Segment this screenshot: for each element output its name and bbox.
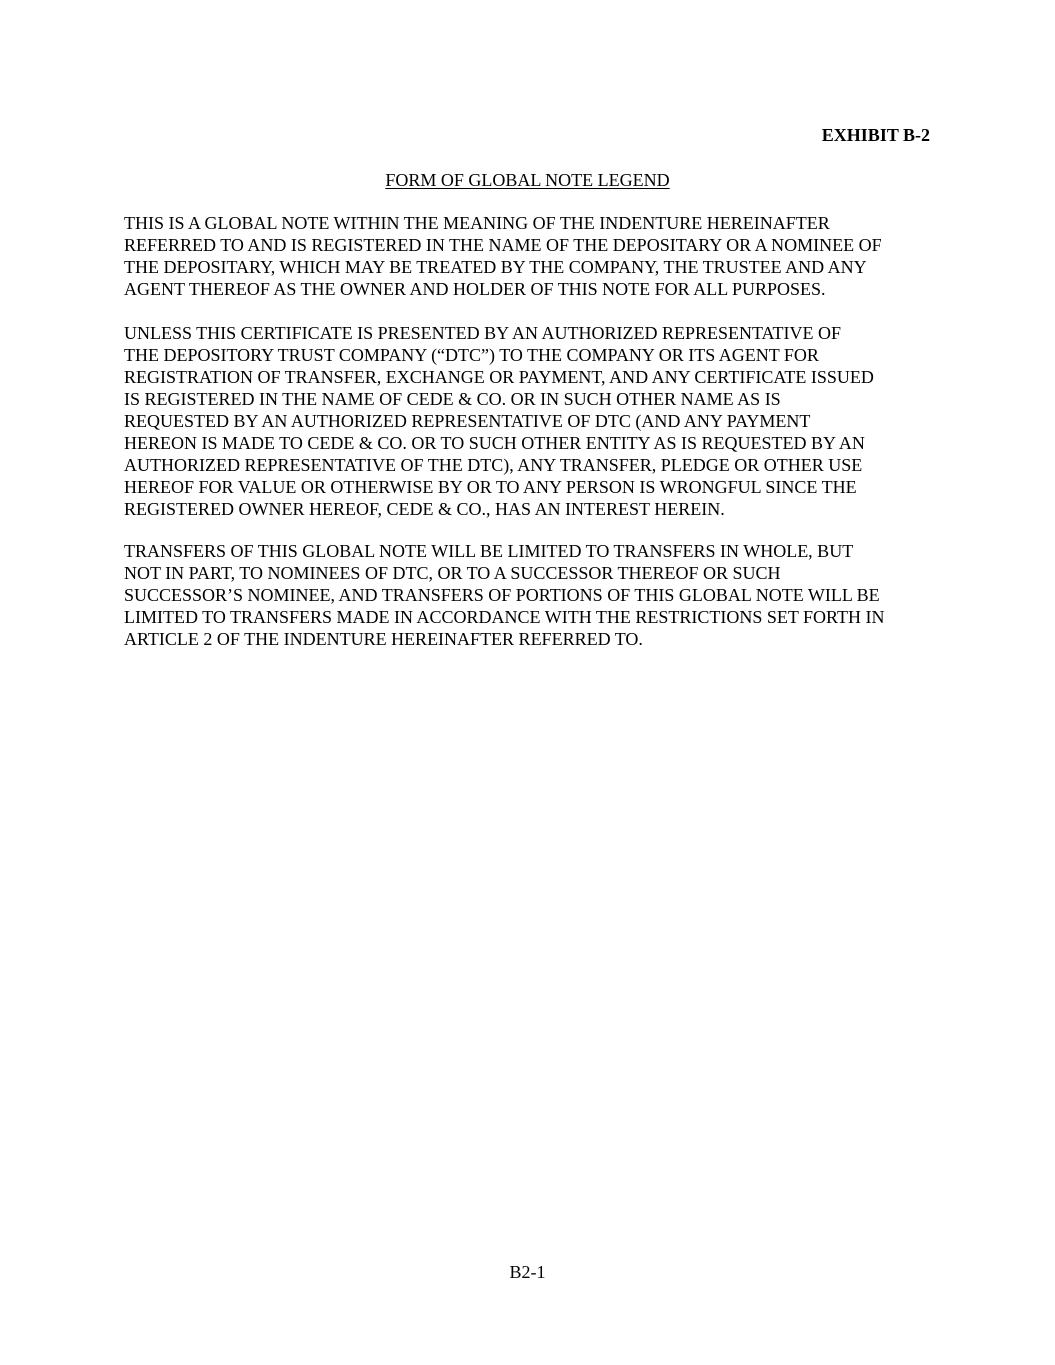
paragraph-line: SUCCESSOR’S NOMINEE, AND TRANSFERS OF PORTIONS OF THIS GLOBAL NOTE WILL BE	[124, 585, 880, 605]
paragraph-dtc-legend	[124, 322, 944, 520]
paragraph-line: LIMITED TO TRANSFERS MADE IN ACCORDANCE WITH THE RESTRICTIONS SET FORTH IN	[124, 607, 885, 627]
paragraph-line: NOT IN PART, TO NOMINEES OF DTC, OR TO A SUCCESSOR THEREOF OR SUCH	[124, 563, 781, 583]
paragraph-line: THE DEPOSITORY TRUST COMPANY (“DTC”) TO THE COMPANY OR ITS AGENT FOR	[124, 345, 819, 365]
paragraph-line: AGENT THEREOF AS THE OWNER AND HOLDER OF THIS NOTE FOR ALL PURPOSES.	[124, 279, 826, 299]
paragraph-line: IS REGISTERED IN THE NAME OF CEDE & CO. OR IN SUCH OTHER NAME AS IS	[124, 389, 781, 409]
paragraph-line: HEREON IS MADE TO CEDE & CO. OR TO SUCH OTHER ENTITY AS IS REQUESTED BY AN	[124, 433, 865, 453]
paragraph-global-note-definition	[124, 212, 944, 300]
document-title: FORM OF GLOBAL NOTE LEGEND	[385, 170, 670, 190]
paragraph-line: HEREOF FOR VALUE OR OTHERWISE BY OR TO ANY PERSON IS WRONGFUL SINCE THE	[124, 477, 857, 497]
paragraph-line: TRANSFERS OF THIS GLOBAL NOTE WILL BE LIMITED TO TRANSFERS IN WHOLE, BUT	[124, 541, 854, 561]
paragraph-line: UNLESS THIS CERTIFICATE IS PRESENTED BY AN AUTHORIZED REPRESENTATIVE OF	[124, 323, 842, 343]
paragraph-line: REQUESTED BY AN AUTHORIZED REPRESENTATIVE OF DTC (AND ANY PAYMENT	[124, 411, 811, 431]
paragraph-line: REGISTERED OWNER HEREOF, CEDE & CO., HAS AN INTEREST HEREIN.	[124, 499, 725, 519]
paragraph-line: AUTHORIZED REPRESENTATIVE OF THE DTC), ANY TRANSFER, PLEDGE OR OTHER USE	[124, 455, 863, 475]
paragraph-line: THE DEPOSITARY, WHICH MAY BE TREATED BY THE COMPANY, THE TRUSTEE AND ANY	[124, 257, 867, 277]
paragraph-line: REFERRED TO AND IS REGISTERED IN THE NAME OF THE DEPOSITARY OR A NOMINEE OF	[124, 235, 882, 255]
paragraph-line: REGISTRATION OF TRANSFER, EXCHANGE OR PAYMENT, AND ANY CERTIFICATE ISSUED	[124, 367, 874, 387]
paragraph-transfer-restrictions	[124, 540, 944, 650]
page-number: B2-1	[509, 1262, 546, 1282]
paragraph-line: THIS IS A GLOBAL NOTE WITHIN THE MEANING OF THE INDENTURE HEREINAFTER	[124, 213, 830, 233]
paragraph-line: ARTICLE 2 OF THE INDENTURE HEREINAFTER REFERRED TO.	[124, 629, 643, 649]
exhibit-label: EXHIBIT B-2	[821, 125, 930, 145]
